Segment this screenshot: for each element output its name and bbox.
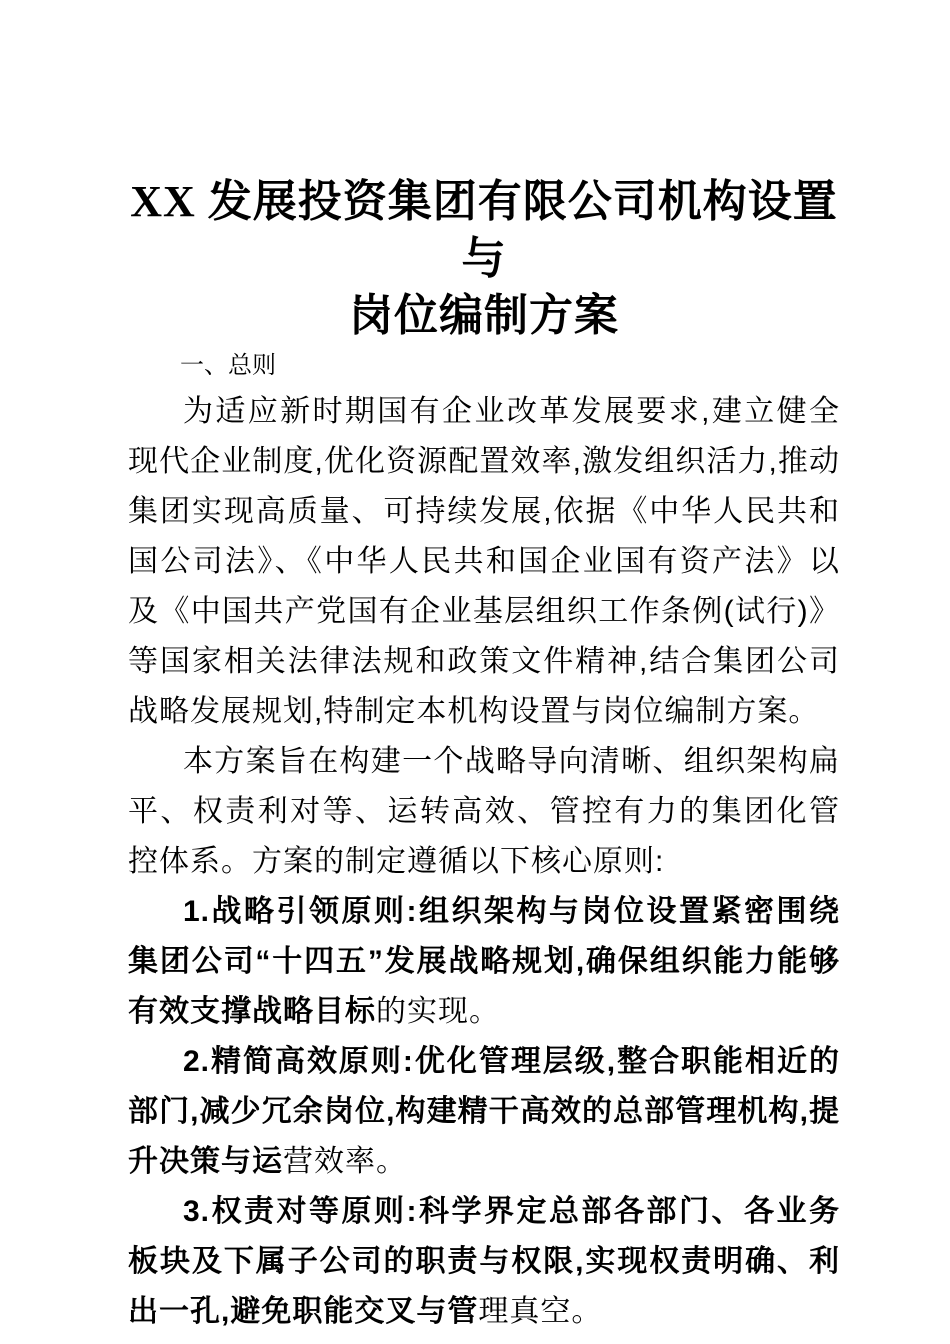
paragraph [128, 1187, 840, 1337]
paragraph [128, 387, 840, 737]
section-heading: 一、总则 [180, 352, 276, 379]
bold-text-run: 1.战略引领原则:组织架构与岗位设置紧密围绕集团公司“十四五”发展战略规划,确保组织能力能够有效支撑战略目标 [128, 895, 840, 1028]
text-run: 理真空。 [478, 1295, 603, 1328]
paragraph [128, 1037, 840, 1187]
bold-text-run: 2.精简高效原则:优化管理层级,整合职能相近的部门,减少冗余岗位,构建精干高效的总部管理机构,提升决策与运 [128, 1045, 840, 1178]
document-body [128, 387, 840, 1337]
title-line-1: XX 发展投资集团有限公司机构设置与 [130, 177, 838, 283]
text-run: 营效率。 [283, 1145, 407, 1178]
text-run: 为适应新时期国有企业改革发展要求,建立健全现代企业制度,优化资源配置效率,激发组织活力,推动集团实现高质量、可持续发展,依据《中华人民共和国公司法》、《中华人民共和国企业国有资产法》以及《中国共产党国有企业基层组织工作条例(试行)》等国家相关法律法规和政策文件精神,结合集团公司战略发展规划,特制定本机构设置与岗位编制方案。 [128, 395, 840, 728]
title-line-2: 岗位编制方案 [349, 291, 619, 340]
paragraph [128, 737, 840, 887]
text-run: 的实现。 [376, 995, 500, 1028]
bold-text-run: 3.权责对等原则:科学界定总部各部门、各业务板块及下属子公司的职责与权限,实现权责明确、利出一孔,避免职能交叉与管 [128, 1195, 840, 1328]
text-run: 本方案旨在构建一个战略导向清晰、组织架构扁平、权责利对等、运转高效、管控有力的集团化管控体系。方案的制定遵循以下核心原则: [128, 745, 840, 878]
document-title [128, 173, 840, 344]
paragraph [128, 887, 840, 1037]
